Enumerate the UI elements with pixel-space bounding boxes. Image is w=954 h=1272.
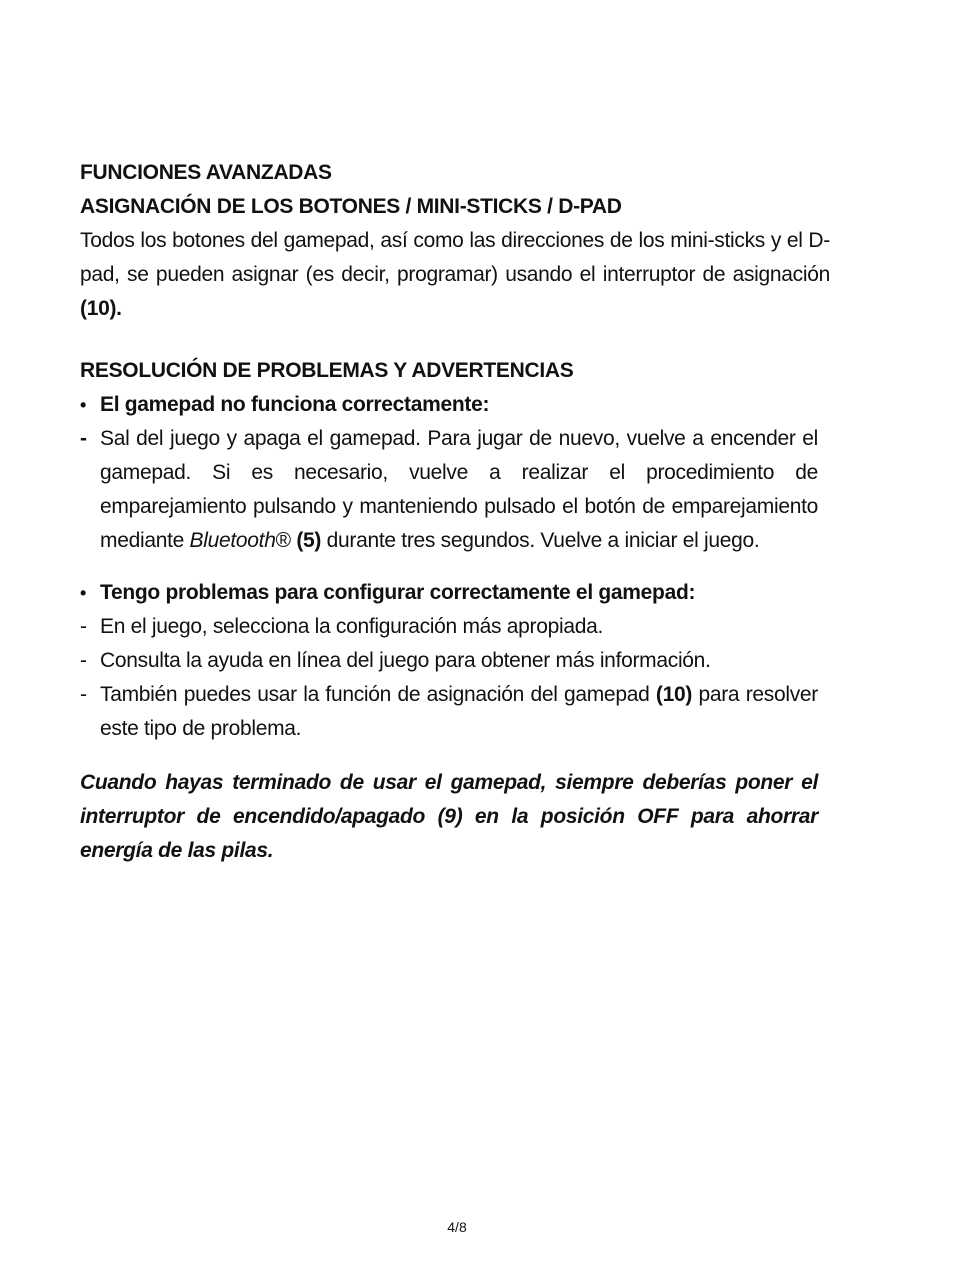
dash-marker: - <box>80 615 87 638</box>
section-subtitle-button-mapping: ASIGNACIÓN DE LOS BOTONES / MINI-STICKS / D-PAD <box>80 195 622 218</box>
issue-config-item-2 <box>80 644 818 678</box>
issue-config-item-1 <box>80 610 818 644</box>
bluetooth-term: Bluetooth <box>189 529 276 552</box>
power-off-note: Cuando hayas terminado de usar el gamepad, siempre deberías poner el interruptor de encendido/apagado (9) en la posición OFF para ahorrar energía de las pilas. <box>80 771 818 862</box>
issue-config-item-3-text-b: para resolver este tipo de problema. <box>100 683 818 740</box>
section-title-advanced-functions: FUNCIONES AVANZADAS <box>80 161 332 184</box>
issue-config-item-3 <box>80 678 818 746</box>
bullet-icon: • <box>80 395 87 415</box>
issue-not-working-title <box>80 388 818 422</box>
bullet-icon: • <box>80 583 87 603</box>
issue-not-working-text-a: Sal del juego y apaga el gamepad. Para jugar de nuevo, vuelve a encender el gamepad. Si es necesario, vuelve a realizar el procedimiento de emparejamiento pulsando y manteniendo pulsado el botón de emparejamiento mediante <box>100 427 818 552</box>
issue-config-item-3-text-a: También puedes usar la función de asignación del gamepad <box>100 683 650 706</box>
mapping-switch-reference: (10) <box>655 683 693 706</box>
dash-marker: - <box>80 649 87 672</box>
section-title-troubleshooting: RESOLUCIÓN DE PROBLEMAS Y ADVERTENCIAS <box>80 359 574 382</box>
mapping-text: Todos los botones del gamepad, así como las direcciones de los mini-sticks y el D-pad, se pueden asignar (es decir, programar) usando el interruptor de asignación <box>80 229 830 286</box>
issue-not-working-label: El gamepad no funciona correctamente: <box>100 393 490 416</box>
issue-not-working-item <box>80 422 818 558</box>
registered-mark: ® <box>275 529 291 552</box>
mapping-paragraph <box>80 224 830 326</box>
troubleshooting-section <box>80 354 818 746</box>
pairing-button-reference: (5) <box>296 529 322 552</box>
issue-config-title <box>80 576 818 610</box>
dash-marker: - <box>80 683 87 706</box>
page-number: 4/8 <box>447 1219 467 1235</box>
issue-not-working-text-b: durante tres segundos. Vuelve a iniciar el juego. <box>326 529 760 552</box>
issue-config-item-1-text: En el juego, selecciona la configuración más apropiada. <box>100 615 603 638</box>
document-page <box>80 156 830 868</box>
issue-config-item-2-text: Consulta la ayuda en línea del juego para obtener más información. <box>100 649 711 672</box>
mapping-reference: (10). <box>80 297 122 320</box>
issue-config-label: Tengo problemas para configurar correctamente el gamepad: <box>100 581 696 604</box>
dash-marker: - <box>80 427 87 450</box>
